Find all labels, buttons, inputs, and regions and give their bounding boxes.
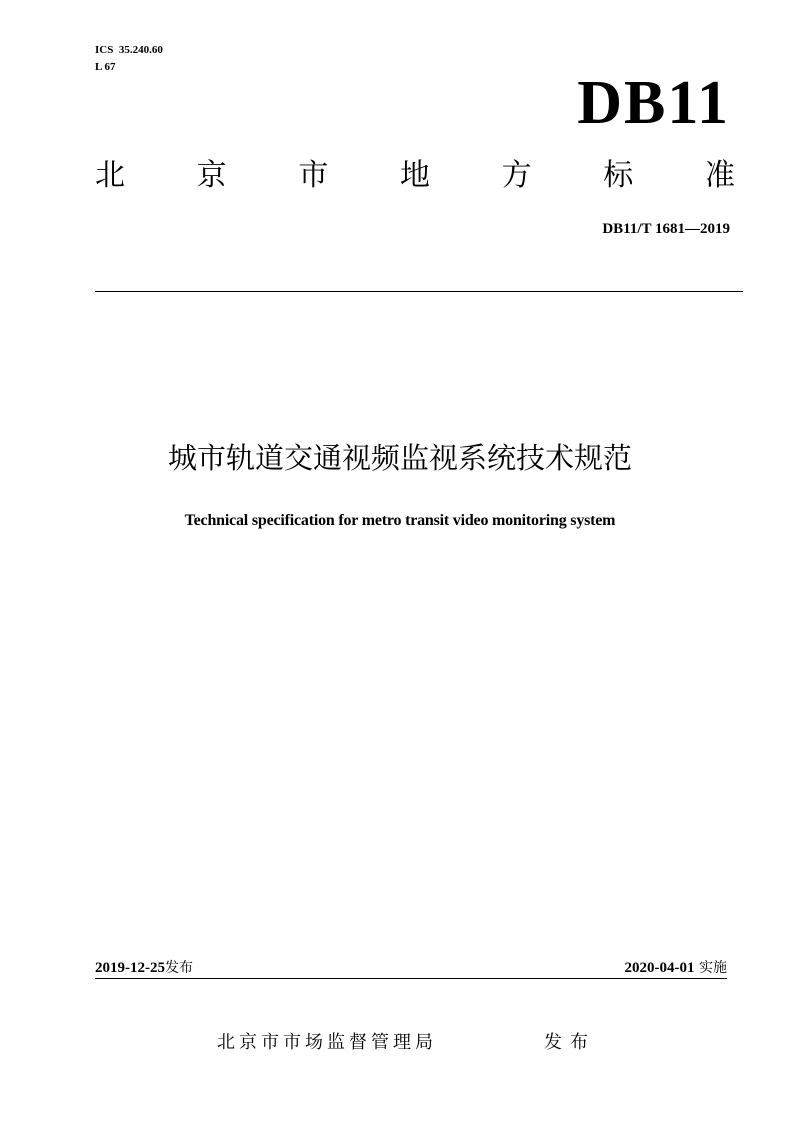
implement-date-group: [625, 958, 727, 978]
date-divider: [95, 978, 727, 979]
standard-number: DB11/T 1681—2019: [602, 221, 730, 237]
standard-type-char: 地: [399, 158, 430, 193]
standard-type-char: 北: [95, 158, 125, 193]
classification-codes: [95, 42, 163, 76]
issue-date-group: [95, 958, 193, 978]
standard-type-heading: [95, 156, 735, 196]
title-english: Technical specification for metro transit video monitoring system: [184, 512, 616, 529]
db11-logo: DB11: [577, 69, 730, 137]
standard-type-char: 准: [704, 158, 735, 193]
implement-label: 实施: [699, 960, 727, 976]
ccs-code: L 67: [95, 61, 116, 73]
standard-type-char: 市: [298, 158, 329, 193]
date-row: [95, 958, 727, 978]
standard-type-char: 标: [603, 158, 634, 193]
header-divider: [95, 291, 743, 292]
issue-label: 发布: [165, 960, 193, 976]
standard-type-char: 方: [501, 158, 532, 193]
standard-type-char: 京: [196, 158, 227, 193]
implement-date: 2020-04-01: [624, 960, 695, 976]
publisher: 北京市市场监督管理局: [217, 1032, 437, 1053]
title-chinese: 城市轨道交通视频监视系统技术规范: [167, 441, 632, 475]
publish-word: 发布: [544, 1032, 596, 1053]
issue-date: 2019-12-25: [95, 960, 165, 976]
ics-code: ICS 35.240.60: [95, 44, 163, 56]
